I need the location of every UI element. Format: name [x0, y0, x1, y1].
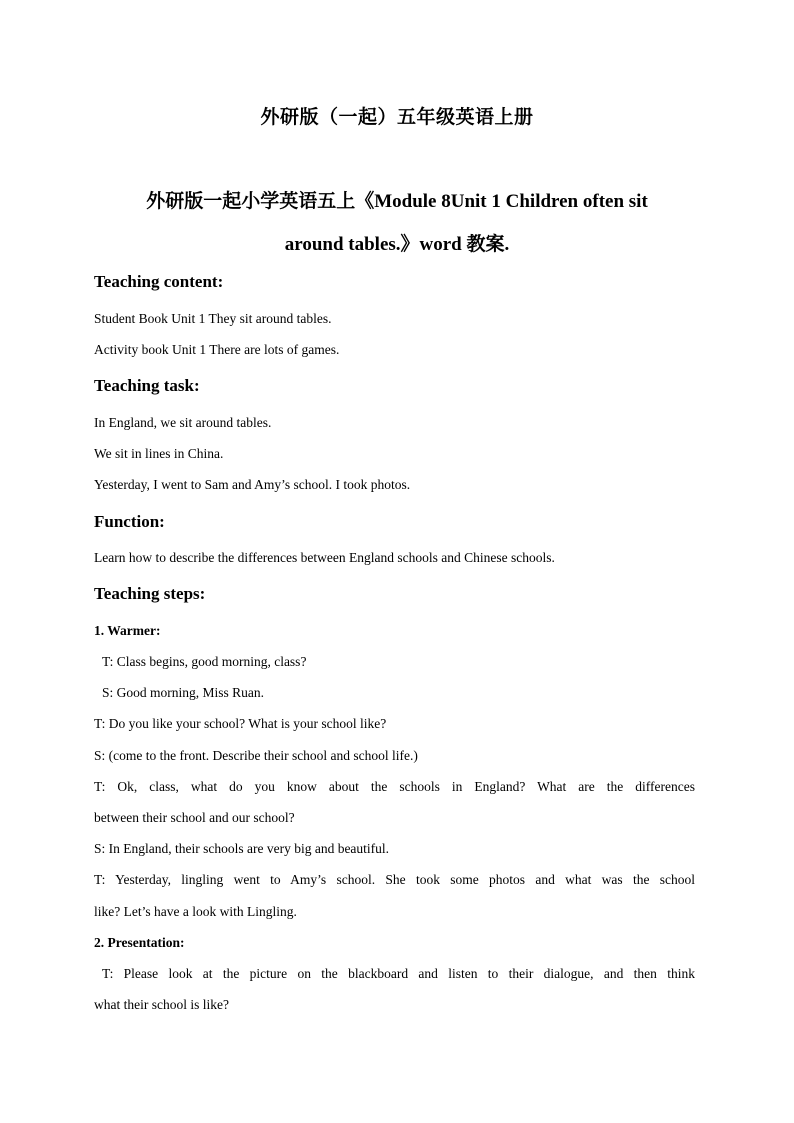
- dialogue-line: T: Ok, class, what do you know about the schools in England? What are the differences: [94, 779, 695, 794]
- function-line: Learn how to describe the differences between England schools and Chinese schools.: [94, 550, 555, 565]
- content-line: Activity book Unit 1 There are lots of games.: [94, 342, 340, 357]
- task-line: We sit in lines in China.: [94, 446, 224, 461]
- step-warmer-title: 1. Warmer:: [94, 623, 161, 638]
- content-line: Student Book Unit 1 They sit around tables.: [94, 311, 332, 326]
- heading-teaching-content: Teaching content:: [94, 272, 224, 291]
- task-line: Yesterday, I went to Sam and Amy’s school. I took photos.: [94, 477, 411, 492]
- lesson-title-line-2: around tables.》word 教案.: [284, 234, 510, 255]
- dialogue-line: T: Do you like your school? What is your school like?: [94, 716, 387, 731]
- heading-teaching-steps: Teaching steps:: [94, 584, 206, 603]
- lesson-title-line-1: 外研版一起小学英语五上《Module 8Unit 1 Children often sit: [146, 191, 648, 212]
- dialogue-line: what their school is like?: [94, 997, 229, 1012]
- dialogue-line: S: (come to the front. Describe their school and school life.): [94, 748, 418, 763]
- dialogue-line: S: In England, their schools are very big and beautiful.: [94, 841, 390, 856]
- dialogue-line: T: Please look at the picture on the blackboard and listen to their dialogue, and then think: [102, 966, 695, 981]
- dialogue-line: S: Good morning, Miss Ruan.: [102, 685, 265, 700]
- dialogue-line: like? Let’s have a look with Lingling.: [94, 904, 297, 919]
- task-line: In England, we sit around tables.: [94, 415, 272, 430]
- heading-teaching-task: Teaching task:: [94, 376, 200, 395]
- heading-function: Function:: [94, 512, 165, 531]
- page-title: 外研版（一起）五年级英语上册: [260, 107, 534, 128]
- dialogue-line: T: Class begins, good morning, class?: [102, 654, 307, 669]
- step-presentation-title: 2. Presentation:: [94, 935, 185, 950]
- dialogue-line: T: Yesterday, lingling went to Amy’s school. She took some photos and what was the school: [94, 872, 695, 887]
- dialogue-line: between their school and our school?: [94, 810, 295, 825]
